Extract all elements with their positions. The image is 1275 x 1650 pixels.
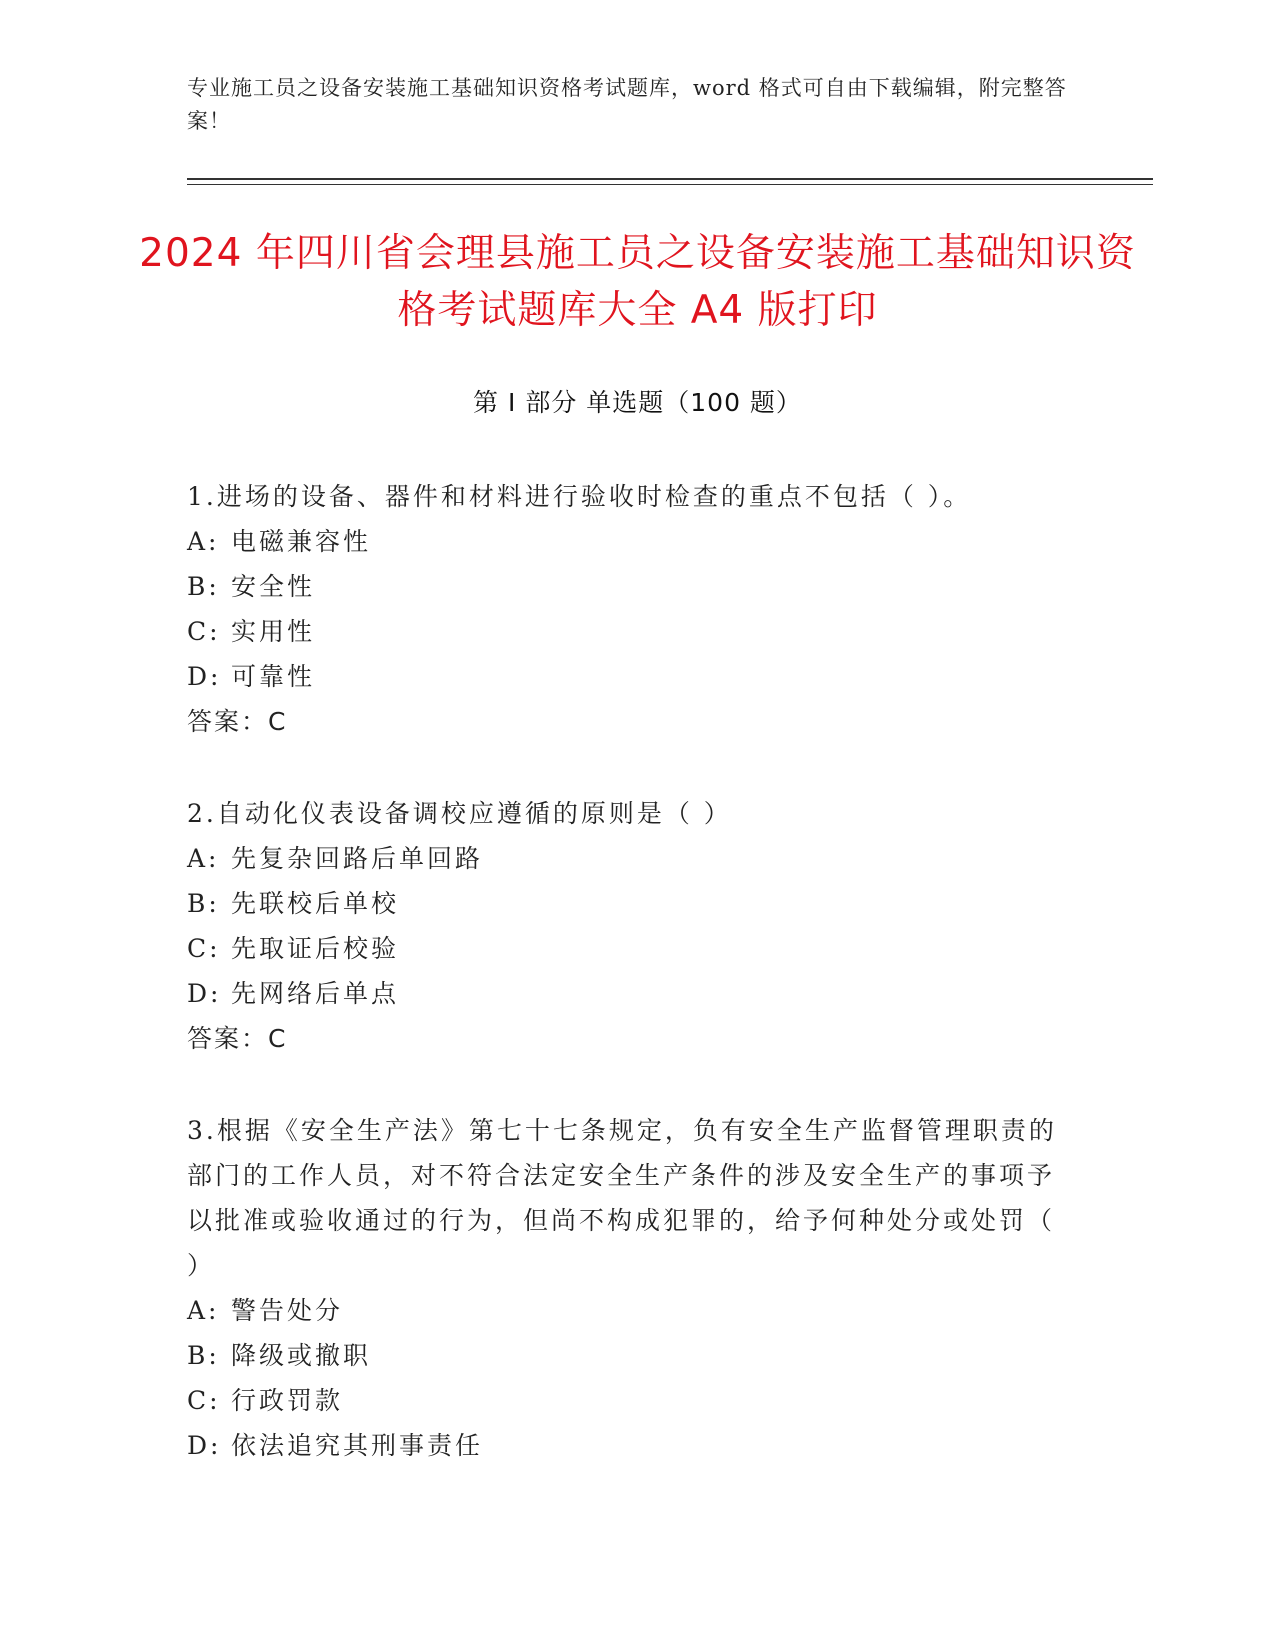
answer-option: [187, 654, 1067, 699]
question-stem: 2.自动化仪表设备调校应遵循的原则是（ ）: [187, 799, 732, 828]
answer-option: [187, 1333, 1067, 1378]
answer-option: [187, 881, 1067, 926]
answer-option: [187, 609, 1067, 654]
option-key: D:: [187, 1431, 222, 1460]
option-text: 警告处分: [231, 1296, 344, 1325]
option-text: 先联校后单校: [231, 889, 400, 918]
option-key: A:: [187, 844, 220, 873]
answer-option: [187, 926, 1067, 971]
option-text: 行政罚款: [231, 1386, 344, 1415]
question-list: [187, 474, 1067, 1515]
question-item: [187, 474, 1067, 744]
header-divider-thick: [187, 178, 1153, 180]
question-stem: 3.根据《安全生产法》第七十七条规定，负有安全生产监督管理职责的部门的工作人员，对不符合法定安全生产条件的涉及安全生产的事项予以批准或验收通过的行为，但尚不构成犯罪的，给予何种处分或处罚（ ）: [187, 1116, 1057, 1280]
option-key: A:: [187, 1296, 220, 1325]
option-key: B:: [187, 1341, 220, 1370]
section-heading: 第 I 部分 单选题（100 题）: [473, 388, 802, 417]
question-item: [187, 1108, 1067, 1468]
option-text: 依法追究其刑事责任: [231, 1431, 484, 1460]
option-text: 实用性: [231, 617, 316, 646]
option-text: 电磁兼容性: [231, 527, 372, 556]
document-title: 2024 年四川省会理县施工员之设备安装施工基础知识资格考试题库大全 A4 版打印: [139, 231, 1136, 333]
question-item: [187, 791, 1067, 1061]
answer-option: [187, 1423, 1067, 1468]
question-stem: 1.进场的设备、器件和材料进行验收时检查的重点不包括（ ）。: [187, 482, 972, 511]
option-key: B:: [187, 572, 220, 601]
option-key: A:: [187, 527, 220, 556]
option-key: C:: [187, 617, 221, 646]
answer-option: [187, 836, 1067, 881]
answer-option: [187, 1378, 1067, 1423]
option-key: C:: [187, 1386, 221, 1415]
header-divider-thin: [187, 184, 1153, 185]
header-note: 专业施工员之设备安装施工基础知识资格考试题库，word 格式可自由下载编辑，附完整答案！: [187, 76, 1067, 133]
answer-option: [187, 971, 1067, 1016]
option-key: B:: [187, 889, 220, 918]
answer-line: 答案：C: [187, 707, 288, 736]
answer-line: 答案：C: [187, 1024, 288, 1053]
option-key: D:: [187, 979, 222, 1008]
answer-option: [187, 1288, 1067, 1333]
option-text: 先复杂回路后单回路: [231, 844, 484, 873]
option-text: 先取证后校验: [231, 934, 400, 963]
option-text: 可靠性: [231, 662, 316, 691]
answer-option: [187, 564, 1067, 609]
answer-option: [187, 519, 1067, 564]
option-text: 先网络后单点: [231, 979, 400, 1008]
option-key: D:: [187, 662, 222, 691]
option-text: 降级或撤职: [231, 1341, 372, 1370]
option-key: C:: [187, 934, 221, 963]
option-text: 安全性: [231, 572, 316, 601]
